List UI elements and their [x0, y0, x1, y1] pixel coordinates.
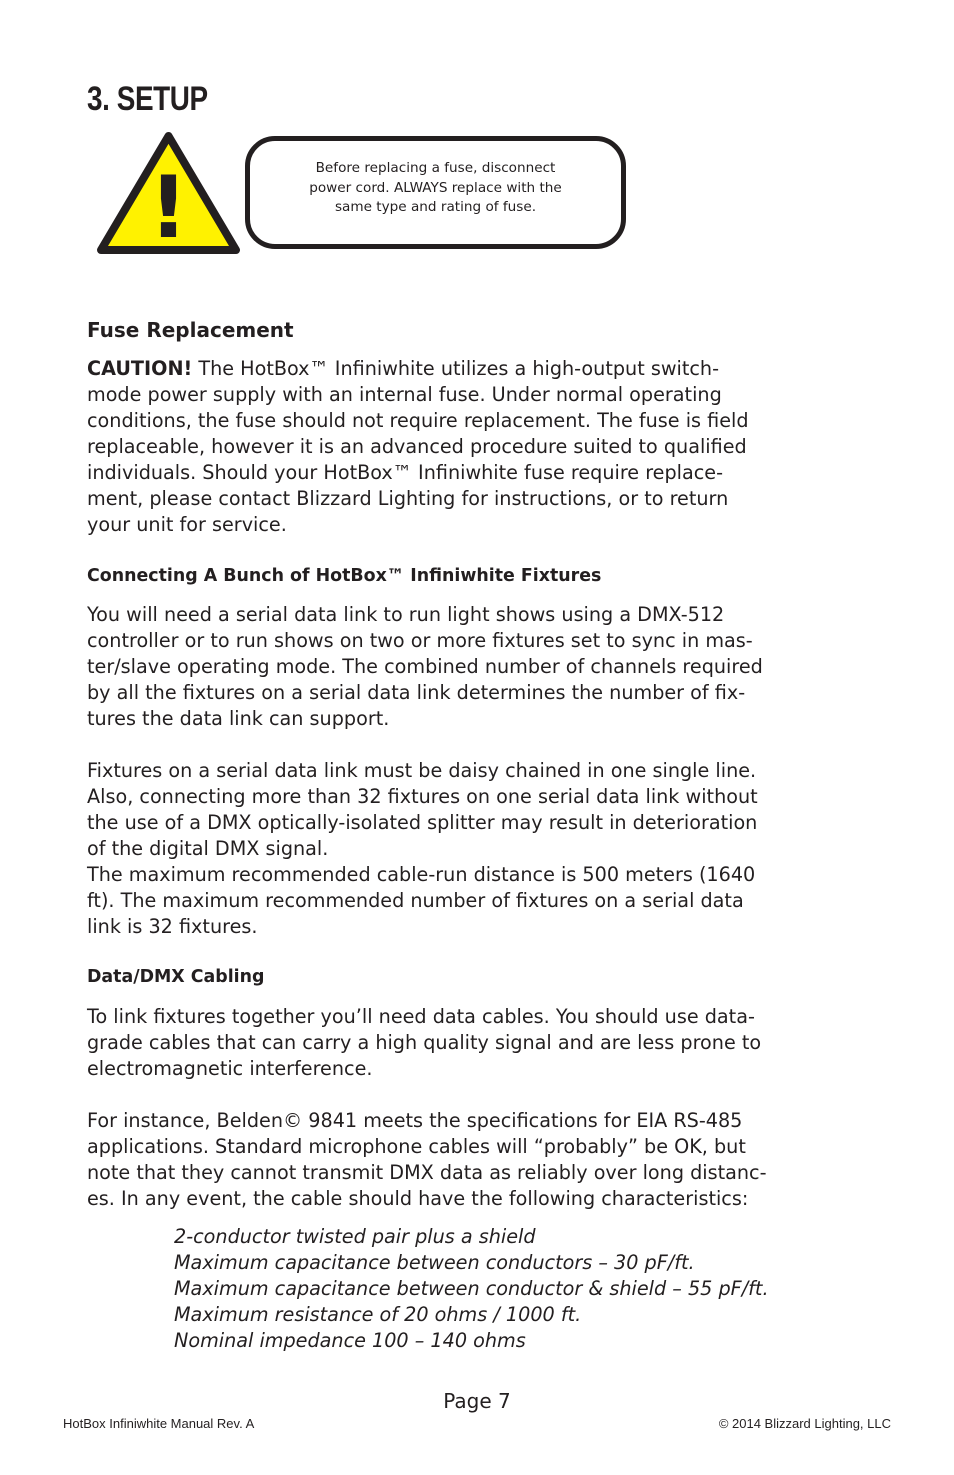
warning-exclamation-icon — [96, 130, 241, 257]
connecting-fixtures-heading: Connecting A Bunch of HotBox™ Infiniwhite Fixtures — [87, 566, 602, 586]
list-item: Nominal impedance 100 – 140 ohms — [174, 1329, 526, 1352]
dmx-cabling-heading: Data/DMX Cabling — [87, 967, 265, 987]
warning-callout-text: Before replacing a fuse, disconnect power cord. ALWAYS replace with the same type and rating of fuse. — [309, 160, 562, 216]
page-title: 3. SETUP — [87, 80, 208, 118]
list-item: Maximum capacitance between conductors – 30 pF/ft. — [174, 1251, 695, 1274]
page-number: Page 7 — [443, 1389, 511, 1413]
footer-manual-title: HotBox Infiniwhite Manual Rev. A — [63, 1416, 255, 1431]
fuse-replacement-heading: Fuse Replacement — [87, 318, 294, 342]
fuse-replacement-body: The HotBox™ Infiniwhite utilizes a high-output switch- mode power supply with an internal fuse. Under normal operating conditions, the fuse should not require replacement. The fuse is field replaceable, however it is an advanced procedure suited to qualified individuals. Should your HotBox™ Infiniwhite fuse require replace- ment, please contact Blizzard Lighting for instructions, or to return your unit for service. — [87, 357, 749, 536]
cabling-paragraph-2: For instance, Belden© 9841 meets the specifications for EIA RS-485 applications. Standard microphone cables will “probably” be OK, but note that they cannot transmit DMX data as reliably over long distanc- es. In any event, the cable should have the following characteristics: — [87, 1109, 767, 1210]
list-item: 2-conductor twisted pair plus a shield — [174, 1225, 536, 1248]
connecting-paragraph-2: Fixtures on a serial data link must be daisy chained in one single line. Also, connecting more than 32 fixtures on one serial data link without the use of a DMX optically-isolated splitter may result in deterioration of the digital DMX signal. The maximum recommended cable-run distance is 500 meters (1640 ft). The maximum recommended number of fixtures on a serial data link is 32 fixtures. — [87, 759, 758, 938]
list-item: Maximum resistance of 20 ohms / 1000 ft. — [174, 1303, 582, 1326]
footer-copyright: © 2014 Blizzard Lighting, LLC — [718, 1416, 891, 1431]
cabling-paragraph-1: To link fixtures together you’ll need data cables. You should use data- grade cables that can carry a high quality signal and are less prone to electromagnetic interference. — [87, 1005, 762, 1080]
warning-callout — [245, 136, 626, 249]
cable-characteristics-list — [174, 1224, 769, 1354]
warning-exclamation-mark: ! — [148, 158, 189, 257]
connecting-paragraph-1: You will need a serial data link to run light shows using a DMX-512 controller or to run shows on two or more fixtures set to sync in mas- ter/slave operating mode. The combined number of channels required by all the fixtures on a serial data link determines the number of fix- tures the data link can support. — [87, 603, 763, 730]
list-item: Maximum capacitance between conductor & shield – 55 pF/ft. — [174, 1277, 769, 1300]
caution-label: CAUTION! — [87, 357, 193, 380]
fuse-replacement-paragraph — [87, 356, 867, 538]
